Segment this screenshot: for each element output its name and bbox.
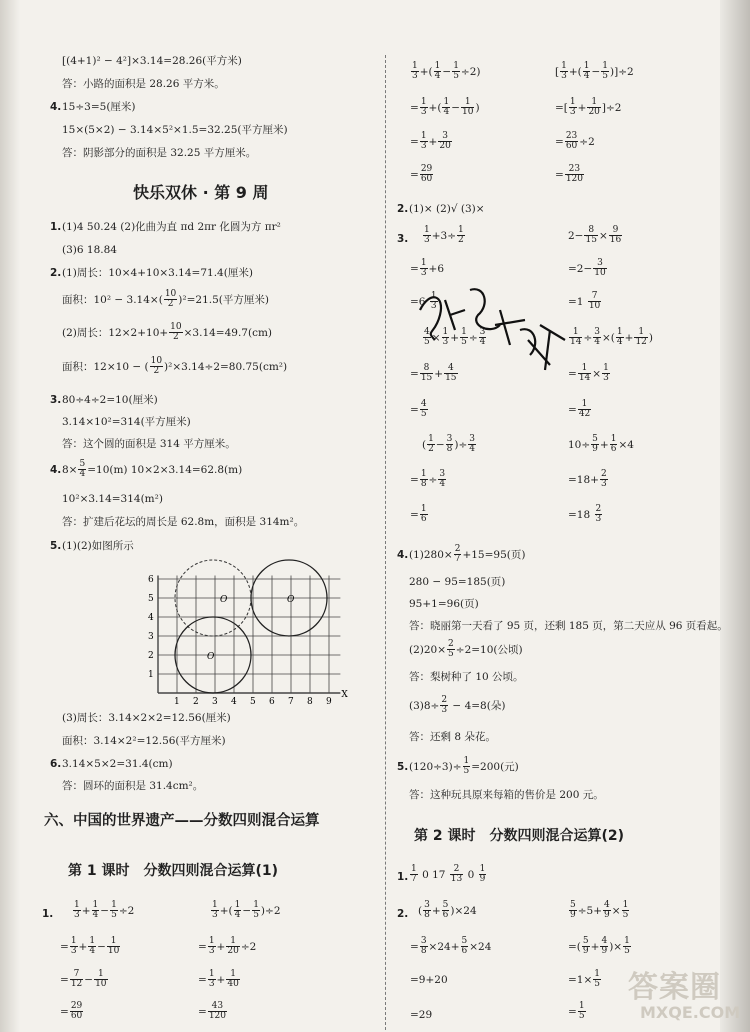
question-number: 2.	[397, 203, 409, 215]
math-line: = $\frac{8}{15}$ + $\frac{4}{15}$	[410, 363, 457, 384]
q4-area: 10²×3.14=314(m²)	[62, 493, 163, 505]
q3-answer: 答：这个圆的面积是 314 平方厘米。	[62, 438, 236, 450]
math-line: = $\frac{7}{12}$ − $\frac{1}{10}$	[60, 969, 107, 990]
unit-title: 六、中国的世界遗产——分数四则混合运算	[44, 813, 320, 829]
math-line: = $\frac{29}{60}$	[60, 1001, 83, 1022]
math-line: = $\frac{29}{60}$	[410, 164, 433, 185]
math-line: $\frac{1}{3}$ +( $\frac{1}{4}$ − $\frac{1}{5}$ ÷2)	[412, 61, 481, 82]
binding-shadow-left	[0, 0, 20, 1032]
grid-lines	[158, 576, 340, 694]
question-number: 2.	[50, 267, 62, 279]
q2-perimeter-1: (1)周长：10×4+10×3.14=71.4(厘米)	[62, 267, 253, 279]
y-tick-label: 3	[148, 632, 154, 642]
math-line: $\frac{1}{14}$ ÷ $\frac{3}{4}$ ×( $\frac{1}{4}$ + $\frac{1}{12}$ )	[570, 327, 654, 348]
handwriting-scribble	[400, 270, 580, 380]
question-number: 5.	[50, 540, 62, 552]
watermark-logo: 答案圈	[628, 970, 721, 1005]
r-q4-2-calc: (2)20× $\frac{2}{5}$ ÷2=10(公顷)	[409, 639, 523, 660]
math-line: =29	[410, 1009, 433, 1021]
x-tick-label: 3	[212, 697, 218, 704]
math-line: = $\frac{1}{3}$ + $\frac{3}{20}$	[410, 131, 451, 152]
x-tick-label: 2	[193, 697, 199, 704]
q2-perimeter-2: (2)周长：12×2+10+ $\frac{10}{2}$ ×3.14=49.7(cm)	[62, 322, 273, 343]
x-tick-label: 7	[288, 697, 294, 704]
math-line: = $\frac{1}{3}$ + $\frac{1}{40}$	[198, 969, 239, 990]
math-line: =2− $\frac{3}{10}$	[568, 258, 606, 279]
math-line: =[ $\frac{1}{3}$ + $\frac{1}{20}$ ]÷2	[555, 97, 622, 118]
question-number: 1.	[50, 221, 62, 233]
r-q4-1-calc: (1)280× $\frac{2}{7}$ +15=95(页)	[409, 544, 526, 565]
line-shaded-area-answer: 答：阴影部分的面积是 32.25 平方厘米。	[62, 147, 257, 159]
math-line: $\frac{4}{5}$ × $\frac{1}{3}$ + $\frac{1}{5}$ ÷ $\frac{3}{4}$	[424, 327, 486, 348]
line-radius-calc: 15÷3=5(厘米)	[62, 101, 136, 113]
x-tick-label: 4	[231, 697, 237, 704]
center-label: O	[287, 595, 295, 605]
math-line: = $\frac{1}{42}$	[568, 399, 591, 420]
circle-grid-figure	[140, 552, 350, 704]
q1-part-1-2: (1)4 50.24 (2)化曲为直 πd 2πr 化圆为方 πr²	[62, 221, 281, 233]
r-q2-judgement: (1)× (2)√ (3)×	[409, 203, 485, 215]
x-tick-label: 1	[174, 697, 180, 704]
r-q4-2-answer: 答：梨树种了 10 公顷。	[409, 671, 524, 683]
center-label: O	[220, 595, 228, 605]
q5-intro: (1)(2)如图所示	[62, 540, 134, 552]
question-number: 4.	[397, 549, 409, 561]
math-line: = $\frac{3}{8}$ ×24+ $\frac{5}{6}$ ×24	[410, 936, 492, 957]
q2-area-1: 面积：10² − 3.14×( $\frac{10}{2}$ )²=21.5(平方厘米)	[62, 289, 269, 310]
math-line: =1 $\frac{7}{10}$	[568, 291, 601, 312]
q3-radius: 80÷4÷2=10(厘米)	[62, 394, 158, 406]
q2-area-2: 面积：12×10 − ( $\frac{10}{2}$ )²×3.14÷2=80.75(cm²)	[62, 356, 288, 377]
math-line: =9+20	[410, 974, 448, 986]
math-line: 10÷ $\frac{5}{9}$ + $\frac{1}{6}$ ×4	[568, 434, 634, 455]
y-tick-label: 1	[148, 670, 154, 680]
math-line: = $\frac{1}{3}$ +( $\frac{1}{4}$ − $\frac{1}{10}$ )	[410, 97, 480, 118]
q1-part-3: (3)6 18.84	[62, 244, 117, 256]
q6-answer: 答：圆环的面积是 31.4cm²。	[62, 780, 204, 792]
r-q4-3-calc: (3)8÷ $\frac{2}{3}$ − 4=8(朵)	[409, 695, 506, 716]
y-tick-label: 5	[148, 594, 154, 604]
math-line: $\frac{5}{9}$ ÷5+ $\frac{4}{9}$ × $\frac{1}{5}$	[570, 900, 629, 921]
x-tick-label: 6	[269, 697, 275, 704]
math-line: =1× $\frac{1}{5}$	[568, 969, 601, 990]
math-line: $\frac{1}{3}$ +( $\frac{1}{4}$ − $\frac{1}{5}$ )÷2	[212, 900, 281, 921]
grid-axis	[341, 690, 348, 700]
y-tick-label: 6	[148, 575, 154, 585]
question-number: 4.	[50, 464, 62, 476]
x-tick-label: 5	[250, 697, 256, 704]
r-q4-1-next: 95+1=96(页)	[409, 598, 479, 610]
question-number: 1.	[397, 871, 409, 883]
watermark-url: MXQE.COM	[640, 1003, 741, 1022]
math-line: $\frac{1}{3}$ + $\frac{1}{4}$ − $\frac{1}{5}$ ÷2	[74, 900, 135, 921]
math-line: = $\frac{1}{8}$ ÷ $\frac{3}{4}$	[410, 469, 446, 490]
math-line: ( $\frac{3}{8}$ + $\frac{5}{6}$ )×24	[418, 900, 477, 921]
math-line: = $\frac{1}{5}$	[568, 1001, 585, 1022]
math-line: 2− $\frac{8}{15}$ × $\frac{9}{16}$	[568, 225, 622, 246]
x-tick-label: 8	[307, 697, 313, 704]
math-line: ( $\frac{1}{2}$ − $\frac{3}{8}$ )÷ $\frac{3}{4}$	[422, 434, 476, 455]
math-line: = $\frac{1}{14}$ × $\frac{1}{3}$	[568, 363, 609, 384]
math-line: = $\frac{1}{6}$	[410, 504, 427, 525]
x-axis-label: X	[341, 690, 348, 700]
math-line: =18+ $\frac{2}{3}$	[568, 469, 607, 490]
r-q4-1-answer: 答：晓丽第一天看了 95 页，还剩 185 页，第二天应从 96 页看起。	[409, 620, 728, 632]
r-q4-3-answer: 答：还剩 8 朵花。	[409, 731, 496, 743]
math-line: = $\frac{1}{3}$ + $\frac{1}{4}$ − $\frac{1}{10}$	[60, 936, 120, 957]
r-q5-calc: (120÷3)÷ $\frac{1}{5}$ =200(元)	[409, 756, 519, 777]
math-line: = $\frac{23}{120}$	[555, 164, 583, 185]
math-line: $\frac{1}{7}$ 0 17 $\frac{2}{13}$ 0 $\frac{1}{9}$	[411, 864, 486, 885]
math-line: $\frac{1}{3}$ +3÷ $\frac{1}{2}$	[424, 225, 464, 246]
math-line: =6 $\frac{1}{3}$	[410, 291, 437, 312]
q4-answer: 答：扩建后花坛的周长是 62.8m，面积是 314m²。	[62, 516, 305, 528]
lesson-1-title: 第 1 课时 分数四则混合运算(1)	[68, 863, 279, 879]
section-title-week9: 快乐双休 · 第 9 周	[133, 183, 269, 202]
question-number: 3.	[397, 233, 409, 245]
q5-perimeter: (3)周长：3.14×2×2=12.56(厘米)	[62, 712, 231, 724]
math-line: [ $\frac{1}{3}$ +( $\frac{1}{4}$ − $\frac{1}{5}$ )]÷2	[555, 61, 634, 82]
math-line: = $\frac{23}{60}$ ÷2	[555, 131, 595, 152]
question-number: 6.	[50, 758, 62, 770]
column-divider	[385, 55, 386, 1030]
binding-shadow-right	[720, 0, 750, 1032]
question-number: 1.	[42, 908, 54, 920]
math-line: = $\frac{1}{3}$ + $\frac{1}{20}$ ÷2	[198, 936, 257, 957]
math-line: = $\frac{4}{5}$	[410, 399, 427, 420]
question-number: 3.	[50, 394, 62, 406]
math-line: =( $\frac{5}{9}$ + $\frac{4}{9}$ )× $\frac{1}{5}$	[568, 936, 630, 957]
line-path-area-calc: [(4+1)² − 4²]×3.14=28.26(平方米)	[62, 55, 242, 67]
r-q4-1-remain: 280 − 95=185(页)	[409, 576, 506, 588]
center-label: O	[207, 652, 215, 662]
question-number: 4.	[50, 101, 62, 113]
x-tick-label: 9	[326, 697, 332, 704]
q6-calc: 3.14×5×2=31.4(cm)	[62, 758, 173, 770]
math-line: = $\frac{1}{3}$ +6	[410, 258, 445, 279]
q5-area: 面积：3.14×2²=12.56(平方厘米)	[62, 735, 226, 747]
question-number: 5.	[397, 761, 409, 773]
lesson-2-title: 第 2 课时 分数四则混合运算(2)	[414, 828, 625, 844]
math-line: =18 $\frac{2}{3}$	[568, 504, 602, 525]
q3-area: 3.14×10²=314(平方厘米)	[62, 416, 191, 428]
r-q5-answer: 答：这种玩具原来每箱的售价是 200 元。	[409, 789, 604, 801]
q4-calc: 8× $\frac{5}{4}$ =10(m) 10×2×3.14=62.8(m)	[62, 459, 243, 480]
math-line: = $\frac{43}{120}$	[198, 1001, 226, 1022]
question-number: 2.	[397, 908, 409, 920]
y-tick-label: 2	[148, 651, 154, 661]
line-shaded-area-calc: 15×(5×2) − 3.14×5²×1.5=32.25(平方厘米)	[62, 124, 288, 136]
line-path-area-answer: 答：小路的面积是 28.26 平方米。	[62, 78, 225, 90]
y-tick-label: 4	[148, 613, 154, 623]
